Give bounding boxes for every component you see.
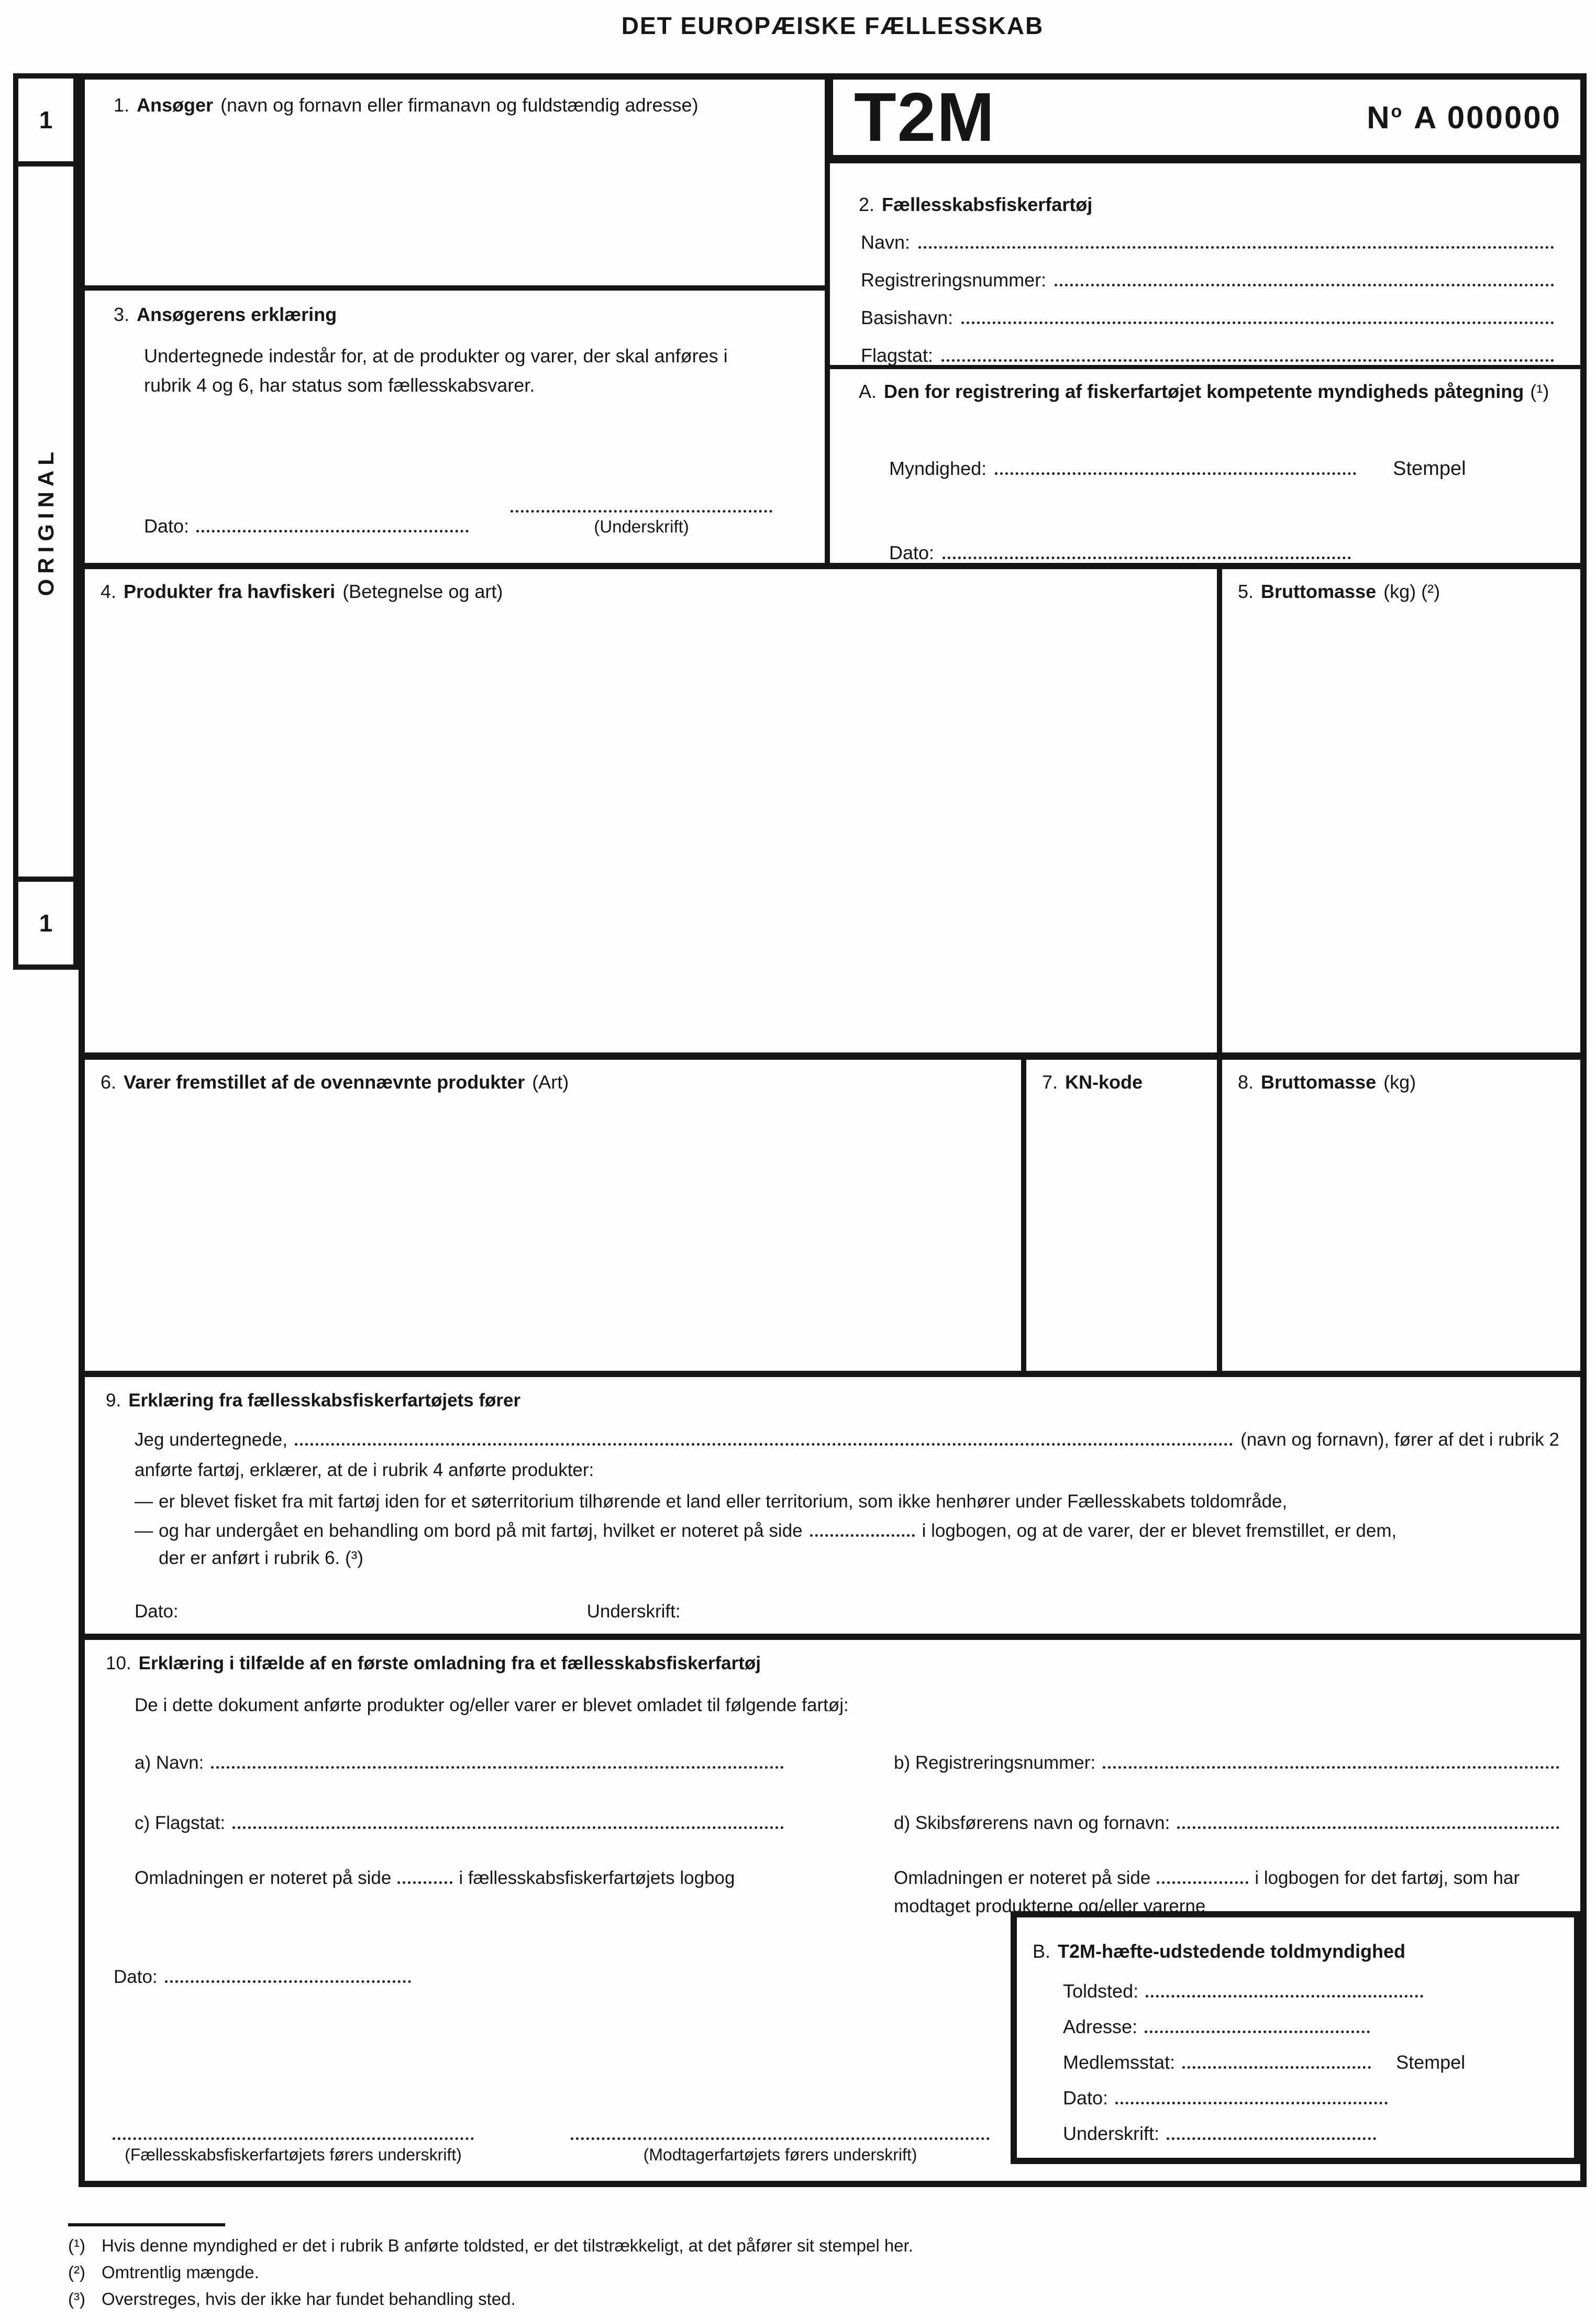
box10-right-signature-field[interactable] (571, 2124, 990, 2140)
box8-entry-area[interactable] (1238, 1093, 1565, 1345)
box9-intro-before: Jeg undertegnede, (135, 1429, 287, 1450)
sectionA-letter: A. (859, 381, 877, 402)
sectionA-authority-row (889, 458, 1557, 480)
footnote-1 (68, 2236, 1299, 2256)
t2m-form (79, 73, 1587, 2187)
box10-logbook-right-before: Omladningen er noteret på side (894, 1868, 1151, 1888)
box3-body: Undertegnede indestår for, at de produkter og varer, der skal anføres i rubrik 4 og 6, har status som fællesskabsvarer. (144, 345, 728, 396)
box5-subtitle: (kg) (²) (1383, 581, 1440, 602)
sectionB-member-state-field[interactable] (1182, 2053, 1371, 2069)
box5-header (1238, 581, 1565, 603)
box6-number: 6. (101, 1071, 117, 1093)
sectionB-address-label: Adresse: (1063, 2016, 1138, 2037)
box10-number: 10. (106, 1653, 131, 1673)
box10-left-signature-caption: (Fællesskabsfiskerfartøjets førers underskrift) (125, 2145, 462, 2164)
box2-registration-row (861, 269, 1554, 291)
box9-header (106, 1390, 1559, 1411)
box1-entry-area[interactable] (114, 116, 804, 263)
box10-logbook-right-after: i logbogen for det fartøj, som har (1255, 1868, 1520, 1888)
sectionA-authority-endorsement (830, 369, 1580, 563)
sectionA-footnote-ref: (¹) (1530, 381, 1549, 402)
divider-box4-box5 (1217, 569, 1222, 1052)
sectionB-issuing-customs-authority (1011, 1911, 1580, 2164)
box7-title: KN-kode (1065, 1071, 1143, 1093)
box10-c-field[interactable] (232, 1813, 784, 1829)
sectionB-customs-office-row (1063, 1980, 1558, 2002)
sectionA-date-field[interactable] (943, 544, 1351, 559)
box3-title: Ansøgerens erklæring (137, 304, 337, 325)
box10-logbook-right-line1 (894, 1868, 1559, 1889)
box2-registration-field[interactable] (1055, 271, 1554, 286)
box4-entry-area[interactable] (101, 603, 1201, 1022)
box10-left-signature (113, 2124, 474, 2165)
box10-c-group (135, 1813, 784, 1834)
footnote-3-marker: (³) (68, 2289, 85, 2309)
page-title: DET EUROPÆISKE FÆLLESSKAB (621, 12, 1044, 39)
footnotes (68, 2236, 1299, 2316)
box3-header (114, 304, 804, 326)
sectionA-header (859, 381, 1557, 403)
box1-number: 1. (114, 94, 130, 116)
box10-a-group (135, 1753, 784, 1773)
sectionB-customs-office-field[interactable] (1146, 1982, 1423, 1998)
box9-item1-text: er blevet fisket fra mit fartøj iden for et søterritorium tilhørende et land eller territorium, som ikke henhører under Fællesskabets toldområde, (159, 1491, 1288, 1512)
box10-logbook-right-line2: modtaget produkterne og/eller varerne (894, 1896, 1206, 1916)
box2-flag-state-label: Flagstat: (861, 345, 934, 366)
t2m-document-number (1367, 99, 1561, 136)
box9-name-field[interactable] (295, 1430, 1233, 1446)
sectionA-authority-field[interactable] (995, 459, 1356, 475)
box2-title: Fællesskabsfiskerfartøj (882, 194, 1093, 215)
box4-header (101, 581, 1201, 603)
box9-date-signature-row (135, 1601, 1559, 1622)
box5-entry-area[interactable] (1238, 603, 1565, 1022)
sectionB-date-row (1063, 2087, 1558, 2109)
copy-number-top: 1 (18, 79, 73, 167)
box8-gross-mass (1222, 1060, 1580, 1371)
copy-label: ORIGINAL (33, 447, 58, 596)
box2-flag-state-field[interactable] (941, 346, 1554, 362)
box9-item1-dash: — (135, 1491, 153, 1512)
box1-title: Ansøger (137, 94, 214, 116)
box9-intro-row (135, 1429, 1559, 1450)
box10-a-field[interactable] (211, 1753, 784, 1769)
box10-header (106, 1653, 1559, 1674)
footnote-separator (68, 2223, 225, 2226)
box10-right-signature (571, 2124, 990, 2165)
box10-date-label: Dato: (114, 1967, 158, 1987)
sectionB-customs-office-label: Toldsted: (1063, 1980, 1139, 2002)
box9-signature-label: Underskrift: (586, 1601, 681, 1622)
box7-number: 7. (1042, 1071, 1058, 1093)
box9-item2-dash: — (135, 1521, 153, 1541)
box10-row-cd (135, 1813, 1559, 1834)
box5-title: Bruttomasse (1261, 581, 1377, 602)
divider-box45-box678 (85, 1052, 1580, 1060)
box3-signature-caption: (Underskrift) (594, 516, 689, 536)
box9-logbook-page-field[interactable] (810, 1521, 915, 1537)
sectionB-title: T2M-hæfte-udstedende toldmyndighed (1058, 1940, 1405, 1962)
box6-entry-area[interactable] (101, 1093, 1005, 1345)
box2-home-port-label: Basishavn: (861, 307, 954, 328)
box6-title: Varer fremstillet af de ovennævnte produkter (124, 1071, 525, 1093)
box2-home-port-field[interactable] (961, 308, 1554, 324)
box3-number: 3. (114, 304, 130, 325)
sectionB-header (1033, 1940, 1558, 1962)
sectionB-address-field[interactable] (1145, 2017, 1370, 2033)
box5-gross-mass (1222, 569, 1580, 1052)
divider-box7-box8 (1217, 1060, 1222, 1371)
box10-row-logbook (135, 1868, 1559, 1917)
box2-registration-label: Registreringsnummer: (861, 269, 1047, 291)
box9-item1-row (135, 1491, 1559, 1512)
sectionB-date-field[interactable] (1115, 2089, 1388, 2104)
box9-date-label: Dato: (135, 1601, 179, 1622)
box10-left-signature-field[interactable] (113, 2124, 474, 2140)
sectionB-signature-row (1063, 2123, 1558, 2145)
box8-header (1238, 1071, 1565, 1093)
footnote-2 (68, 2262, 1299, 2282)
box9-intro-after: (navn og fornavn), fører af det i rubrik 2 (1240, 1429, 1559, 1450)
box10-b-field[interactable] (1103, 1753, 1559, 1769)
box3-date-field[interactable] (196, 517, 469, 533)
footnote-3 (68, 2289, 1299, 2309)
t2m-code: T2M (854, 79, 995, 156)
sectionA-authority-label: Myndighed: (889, 458, 987, 479)
box6-subtitle: (Art) (532, 1071, 569, 1093)
box2-number: 2. (859, 194, 875, 215)
box4-sea-fishing-products (85, 569, 1217, 1052)
box5-number: 5. (1238, 581, 1254, 602)
box10-logbook-left-after: i fællesskabsfiskerfartøjets logbog (459, 1868, 735, 1888)
box9-item2-after: i logbogen, og at de varer, der er blevet fremstillet, er dem, (922, 1521, 1397, 1541)
copy-label-cell (18, 167, 73, 882)
copy-number-bottom: 1 (39, 910, 53, 937)
box8-subtitle: (kg) (1383, 1071, 1416, 1093)
box9-item2-before: og har undergået en behandling om bord på mit fartøj, hvilket er noteret på side (159, 1521, 803, 1541)
box9-number: 9. (106, 1390, 121, 1411)
t2m-header-box (825, 80, 1580, 163)
box4-subtitle: (Betegnelse og art) (342, 581, 503, 602)
box10-a-label: a) Navn: (135, 1753, 204, 1773)
sectionB-stamp-label: Stempel (1396, 2051, 1466, 2073)
box1-header (114, 94, 804, 116)
footnote-1-text: Hvis denne myndighed er det i rubrik B anførte toldsted, er det tilstrækkeligt, at det påfører sit stempel her. (102, 2236, 913, 2255)
box9-item2-line2: der er anført i rubrik 6. (³) (159, 1548, 363, 1568)
box9-intro-line2: anførte fartøj, erklærer, at de i rubrik 4 anførte produkter: (135, 1460, 594, 1480)
box8-title: Bruttomasse (1261, 1071, 1377, 1093)
box2-community-fishing-vessel (830, 163, 1580, 365)
box9-master-declaration (85, 1377, 1580, 1634)
box3-signature-block (511, 497, 772, 537)
box7-cn-code (1026, 1060, 1217, 1371)
divider-box6-box7 (1021, 1060, 1026, 1371)
box4-number: 4. (101, 581, 117, 602)
box10-d-field[interactable] (1177, 1813, 1559, 1829)
divider-box1-box3 (85, 285, 825, 291)
sectionA-date-row (889, 542, 1557, 564)
divider-box678-box9 (85, 1371, 1580, 1377)
t2m-number-prefix: N (1367, 99, 1391, 135)
sectionB-member-state-label: Medlemsstat: (1063, 2051, 1176, 2073)
t2m-number-sup: o (1391, 101, 1404, 121)
box10-date-field[interactable] (165, 1967, 411, 1983)
box2-flag-state-row (861, 345, 1554, 367)
box10-logbook-left-page-field[interactable] (397, 1868, 452, 1884)
box6-header (101, 1071, 1005, 1093)
t2m-number-value: A 000000 (1414, 99, 1561, 135)
box10-d-label: d) Skibsførerens navn og fornavn: (894, 1813, 1170, 1833)
sectionB-address-row (1063, 2016, 1558, 2038)
footnote-3-text: Overstreges, hvis der ikke har fundet behandling sted. (102, 2289, 516, 2309)
box9-title: Erklæring fra fællesskabsfiskerfartøjets fører (128, 1390, 521, 1411)
sectionA-stamp-label: Stempel (1393, 458, 1466, 480)
footnote-2-text: Omtrentlig mængde. (102, 2262, 259, 2282)
sectionB-signature-label: Underskrift: (1063, 2123, 1160, 2144)
box8-number: 8. (1238, 1071, 1254, 1093)
box1-subtitle: (navn og fornavn eller firmanavn og fuldstændig adresse) (220, 94, 699, 116)
box2-name-row (861, 231, 1554, 253)
box7-entry-area[interactable] (1042, 1093, 1201, 1345)
box9-item2-row (135, 1521, 1559, 1541)
box10-logbook-left-before: Omladningen er noteret på side (135, 1868, 392, 1888)
copy-column (13, 73, 79, 970)
box10-logbook-left-group (135, 1868, 784, 1889)
box10-title: Erklæring i tilfælde af en første omladning fra et fællesskabsfiskerfartøj (138, 1653, 761, 1673)
box3-date-label: Dato: (144, 515, 190, 537)
footnote-1-marker: (¹) (68, 2236, 85, 2255)
sectionA-title: Den for registrering af fiskerfartøjet kompetente myndigheds påtegning (884, 381, 1524, 402)
sectionB-member-state-row (1063, 2051, 1558, 2073)
box3-signature-field[interactable] (511, 497, 772, 513)
box10-body: De i dette dokument anførte produkter og/eller varer er blevet omladet til følgende fartøj: (135, 1695, 849, 1715)
box4-title: Produkter fra havfiskeri (124, 581, 336, 602)
box6-goods-obtained (85, 1060, 1021, 1371)
sectionB-letter: B. (1033, 1940, 1051, 1962)
box2-header (859, 194, 1554, 216)
box10-logbook-right-group (894, 1868, 1559, 1917)
box7-header (1042, 1071, 1201, 1093)
box10-row-ab (135, 1753, 1559, 1773)
sectionB-date-label: Dato: (1063, 2087, 1109, 2109)
box3-declaration (85, 291, 825, 563)
box10-d-group (894, 1813, 1559, 1834)
box10-logbook-right-page-field[interactable] (1157, 1868, 1248, 1884)
box2-name-field[interactable] (918, 233, 1554, 249)
box10-c-label: c) Flagstat: (135, 1813, 226, 1833)
box2-home-port-row (861, 307, 1554, 329)
divider-box9-box10 (85, 1634, 1580, 1640)
box10-b-label: b) Registreringsnummer: (894, 1753, 1096, 1773)
sectionA-date-label: Dato: (889, 542, 935, 563)
box10-right-signature-caption: (Modtagerfartøjets førers underskrift) (643, 2145, 917, 2164)
box10-b-group (894, 1753, 1559, 1773)
footnote-2-marker: (²) (68, 2262, 85, 2282)
sectionB-signature-field[interactable] (1167, 2124, 1376, 2140)
box1-applicant (85, 80, 825, 285)
box2-name-label: Navn: (861, 231, 911, 253)
box3-date-signature-row (144, 497, 804, 537)
